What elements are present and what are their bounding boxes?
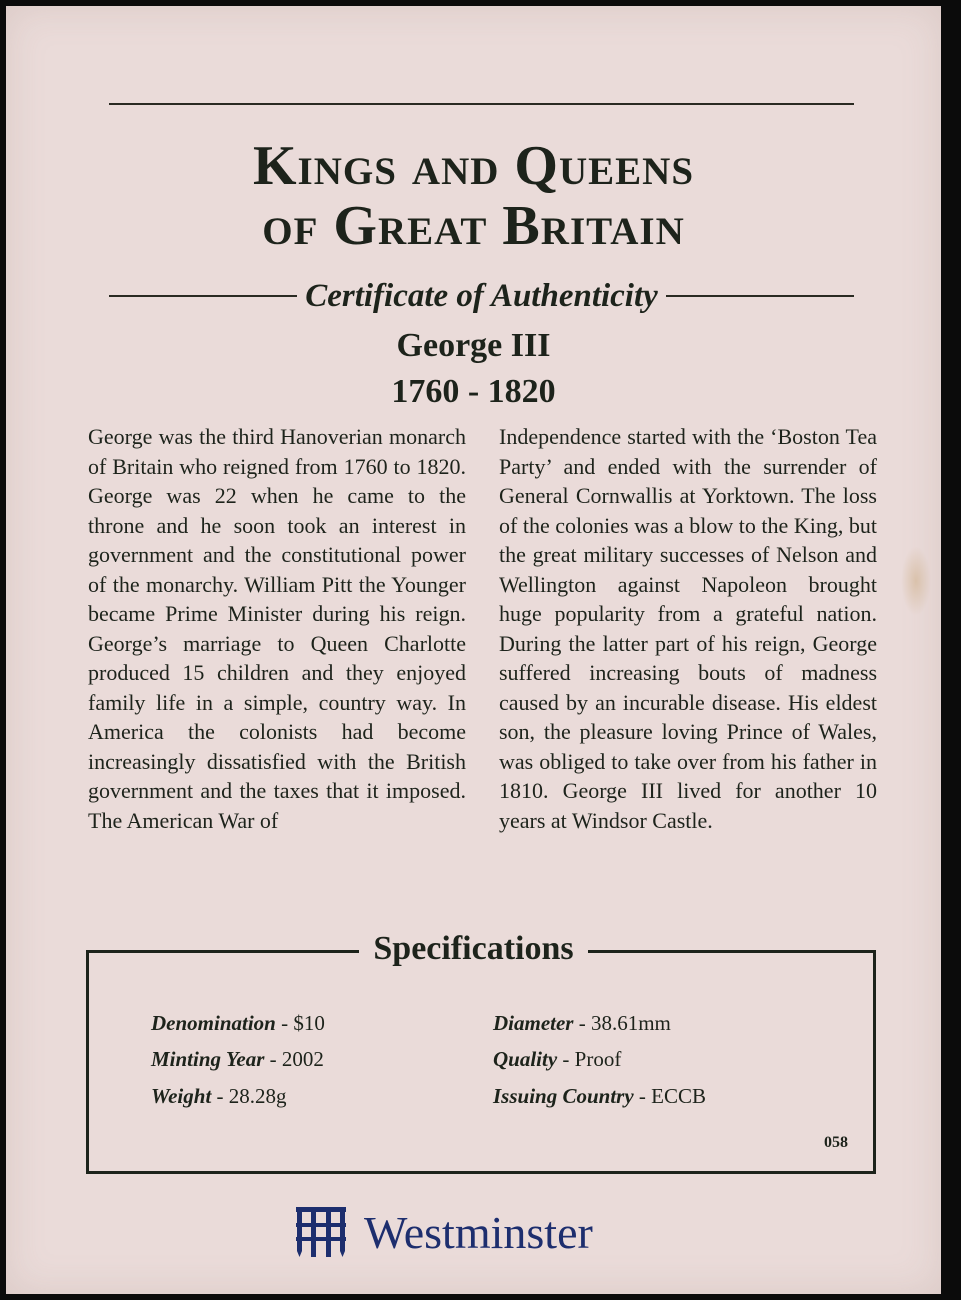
spec-weight-label: Weight <box>151 1084 212 1108</box>
spec-denomination-label: Denomination <box>151 1011 276 1035</box>
subtitle-rule-left <box>109 295 297 297</box>
monarch-name: George III <box>396 327 551 364</box>
paper-stain <box>901 546 931 616</box>
spec-diameter-label: Diameter <box>493 1011 574 1035</box>
spec-denomination-value: - $10 <box>281 1011 325 1035</box>
spec-quality-label: Quality <box>493 1047 558 1071</box>
title-line-2: of Great Britain <box>262 195 685 257</box>
spec-diameter-value: - 38.61mm <box>578 1011 671 1035</box>
spec-issuing-country-label: Issuing Country <box>493 1084 634 1108</box>
title-line-1: Kings and Queens <box>252 135 695 197</box>
subtitle-row <box>109 274 854 318</box>
spec-weight <box>151 1082 287 1110</box>
certificate-card <box>6 6 941 1294</box>
subtitle: Certificate of Authenticity <box>305 277 658 314</box>
spec-minting-year <box>151 1045 324 1073</box>
spec-issuing-country <box>493 1082 706 1110</box>
body-text-right: Independence started with the ‘Boston Tea Party’ and ended with the surrender of General Cornwallis at Yorktown. The loss of the colonies was a blow to the King, but the great military successes of Nelson and Wellington against Napoleon brought huge popularity from a grateful nation. During the latter part of his reign, George suffered increasing bouts of madness caused by an incurable disease. His eldest son, the pleasure loving Prince of Wales, was obliged to take over from his father in 1810. George III lived for another 10 years at Windsor Castle. <box>499 424 877 833</box>
monarch-years: 1760 - 1820 <box>391 373 556 410</box>
spec-weight-value: - 28.28g <box>216 1084 287 1108</box>
specifications-heading <box>6 924 941 974</box>
spec-diameter <box>493 1009 671 1037</box>
brand-name: Westminster <box>364 1206 593 1258</box>
serial-number: 058 <box>824 1134 848 1151</box>
spec-quality <box>493 1045 621 1073</box>
subtitle-rule-right <box>666 295 854 297</box>
top-rule <box>109 103 854 105</box>
westminster-logo <box>292 1202 593 1262</box>
portcullis-icon <box>292 1203 350 1261</box>
spec-minting-year-label: Minting Year <box>151 1047 265 1071</box>
spec-minting-year-value: - 2002 <box>269 1047 324 1071</box>
spec-denomination <box>151 1009 325 1037</box>
spec-issuing-country-value: - ECCB <box>638 1084 706 1108</box>
specifications-heading-text: Specifications <box>359 930 587 967</box>
body-text-left: George was the third Hanoverian monarch of Britain who reigned from 1760 to 1820. George was 22 when he came to the throne and he soon took an interest in government and the constitutional power of the monarchy. William Pitt the Younger became Prime Minister during his reign. George’s marriage to Queen Charlotte produced 15 children and they enjoyed family life in a simple, country way. In America the colonists had become increasingly dissatisfied with the British government and the taxes that it imposed. The American War of <box>88 424 466 833</box>
spec-quality-value: - Proof <box>562 1047 622 1071</box>
